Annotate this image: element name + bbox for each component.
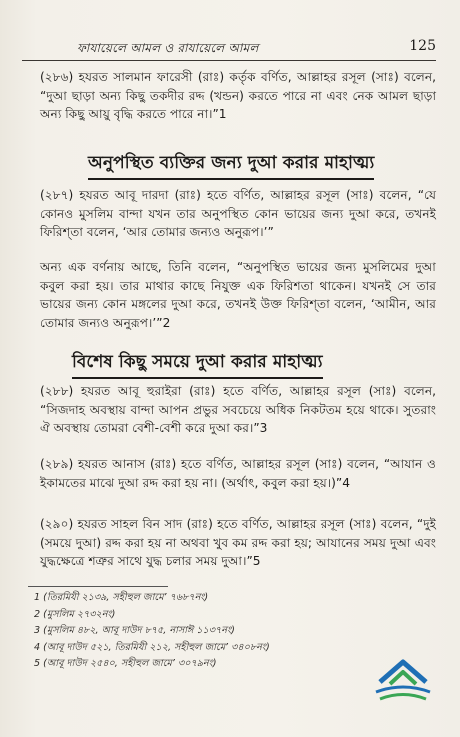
hadith-288: (২৮৮) হযরত আবূ হুরাইরা (রাঃ) হতে বর্ণিত, আল্লাহর রসূল (সাঃ) বলেন, “সিজদাহ অবস্থায় বান্দা আপন প্রভুর সবচেয়ে অধিক নিকটতম হয়ে থাকে। সুতরাং ঐ অবস্থায় তোমরা বেশী-বেশী করে দুআ কর।”3 — [40, 384, 436, 435]
footnotes — [34, 590, 294, 673]
hadith-289: (২৮৯) হযরত আনাস (রাঃ) হতে বর্ণিত, আল্লাহর রসূল (সাঃ) বলেন, “আযান ও ইকামতের মাঝে দুআ রদ্দ করা হয় না। (অর্থাৎ, কবুল করা হয়।)”4 — [40, 457, 436, 490]
footnote-2: 2 (মুসলিম ২৭৩২নং) — [34, 608, 116, 620]
hadith-287: (২৮৭) হযরত আবূ দারদা (রাঃ) হতে বর্ণিত, আল্লাহর রসূল (সাঃ) বলেন, “যে কোনও মুসলিম বান্দা যখন তার অনুপস্থিত কোন ভায়ের জন্য দুআ করে, তখনই ফিরিশ্‌তা বলেন, ‘আর তোমার জন্যও অনুরূপ।’” — [40, 188, 436, 239]
running-header — [22, 38, 436, 61]
section-heading-absent-dua — [88, 150, 374, 178]
heading-underline — [88, 178, 374, 180]
section-heading-special-times — [72, 349, 323, 377]
footnote-4: 4 (আবূ দাউদ ৫২১, তিরমিযী ২১২, সহীহুল জামে’ ৩৪০৮নং) — [34, 641, 270, 653]
footnote-5: 5 (আবূ দাউদ ২৫৪০, সহীহুল জামে’ ৩০৭৯নং) — [34, 658, 217, 669]
footnote-3: 3 (মুসলিম ৪৮২, আবূ দাউদ ৮৭৫, নাসাঈ ১১৩৭নং) — [34, 625, 235, 636]
page-number: 125 — [409, 38, 436, 54]
section-heading-text: অনুপস্থিত ব্যক্তির জন্য দুআ করার মাহাত্ম্য — [88, 153, 375, 173]
section-heading-text: বিশেষ কিছু সময়ে দুআ করার মাহাত্ম্য — [72, 352, 323, 372]
header-title: ফাযায়েলে আমল ও রাযায়েলে আমল — [77, 41, 259, 55]
publisher-logo-icon — [370, 656, 436, 706]
hadith-286: (২৮৬) হযরত সালমান ফারেসী (রাঃ) কর্তৃক বর্ণিত, আল্লাহর রসূল (সাঃ) বলেন, “দুআ ছাড়া অন্য কিছু তকদীর রদ্দ (খন্ডন) করতে পারে না এবং নেক আমল ছাড়া অন্য কিছু আয়ু বৃদ্ধি করতে পারে না।”1 — [40, 70, 436, 121]
footnote-1: 1 (তিরমিযী ২১৩৯, সহীহুল জামে’ ৭৬৮৭নং) — [34, 592, 209, 603]
footnote-rule — [28, 586, 168, 587]
hadith-287-variant: অন্য এক বর্ণনায় আছে, তিনি বলেন, “অনুপস্থিত ভায়ের জন্য মুসলিমের দুআ কবুল করা হয়। তার মাথার কাছে নিযুক্ত এক ফিরিশতা থাকেন। যখনই সে তার ভায়ের জন্য কোন মঙ্গলের দুআ করে, তখনই উক্ত ফিরিশ্‌তা বলেন, ‘আমীন, আর তোমার জন্যও অনুরূপ।’”2 — [40, 260, 436, 330]
heading-underline — [72, 377, 323, 379]
hadith-290: (২৯০) হযরত সাহল বিন সাদ (রাঃ) হতে বর্ণিত, আল্লাহর রসূল (সাঃ) বলেন, “দুই (সময়ে দুআ) রদ্দ করা হয় না অথবা খুব কম রদ্দ করা হয়; আযানের সময় দুআ এবং যুদ্ধক্ষেত্রে শত্রুর সাথে যুদ্ধ চলার সময় দুআ।”5 — [40, 517, 436, 568]
